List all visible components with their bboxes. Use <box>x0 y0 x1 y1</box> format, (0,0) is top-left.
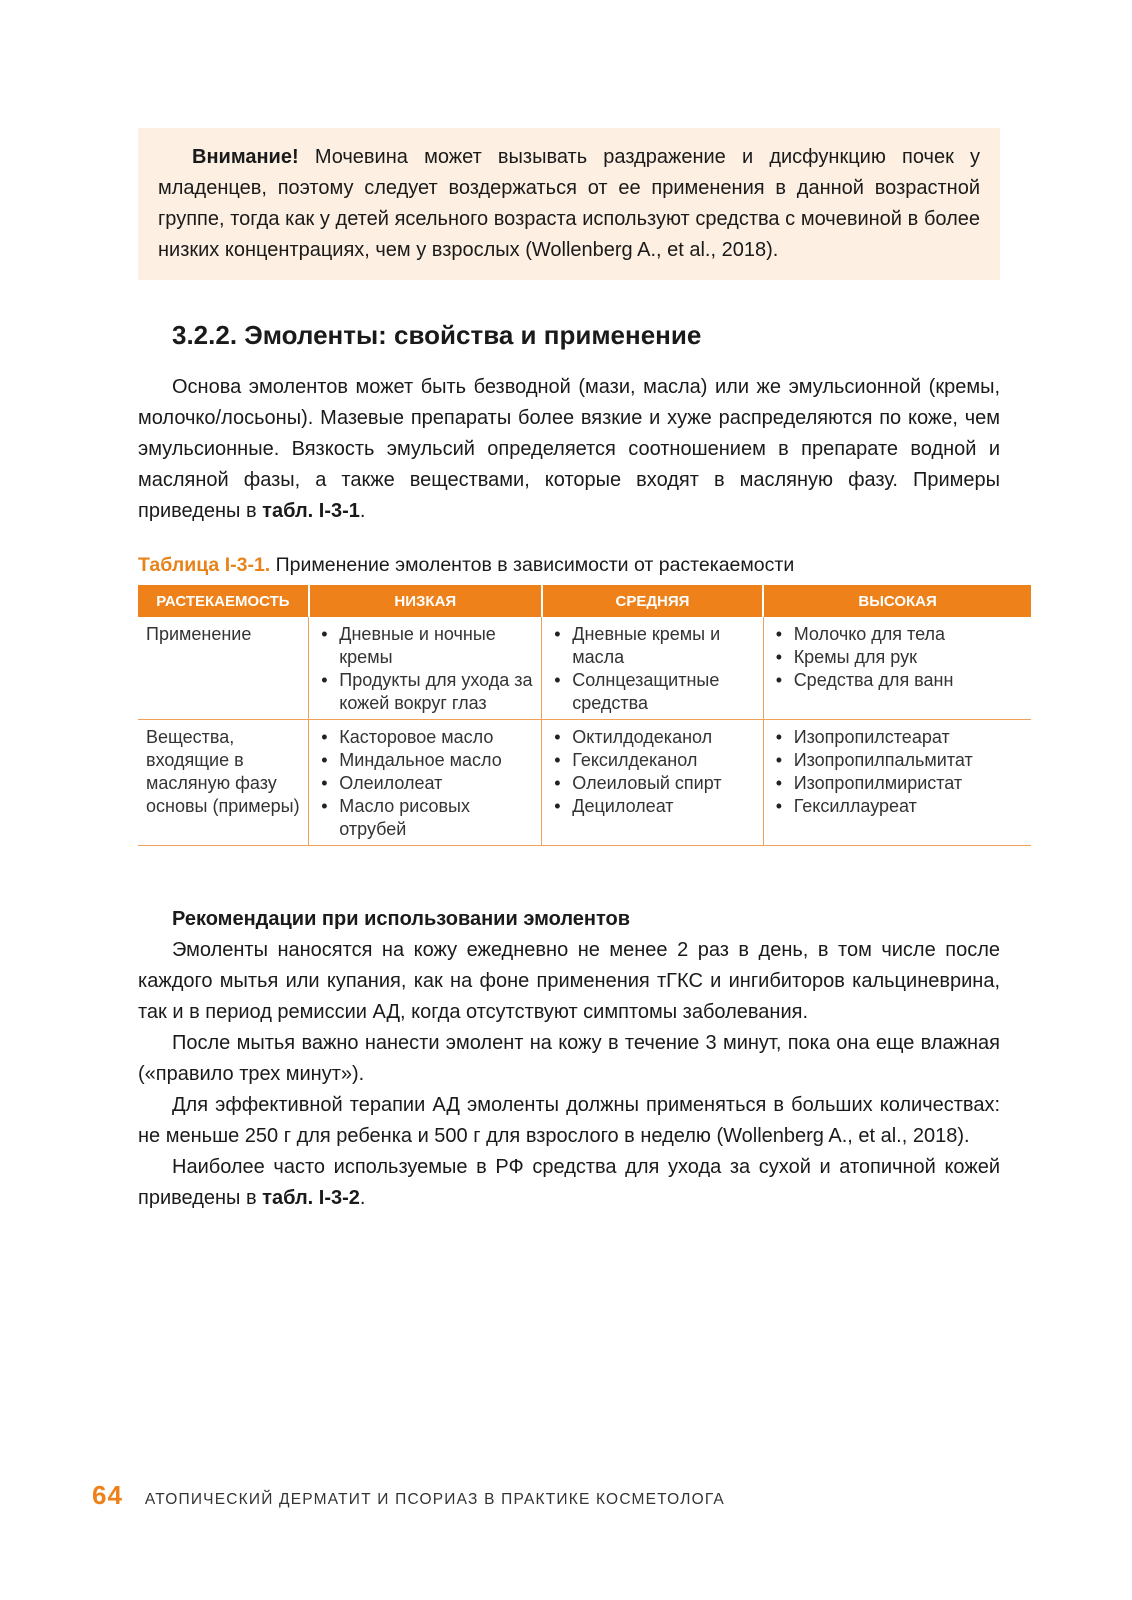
cell-low <box>309 617 542 720</box>
list-item: • Дневные кремы и масла <box>550 623 754 669</box>
running-title: АТОПИЧЕСКИЙ ДЕРМАТИТ И ПСОРИАЗ В ПРАКТИКЕ КОСМЕТОЛОГА <box>144 1491 725 1508</box>
bullet-list <box>772 623 1023 692</box>
list-item: • Солнцезащитные средства <box>550 669 754 715</box>
page-content <box>138 128 1000 1214</box>
list-item: • Миндальное масло <box>317 749 533 772</box>
recommendation-4-table-ref: табл. I-3-2 <box>262 1187 360 1209</box>
list-item: • Гексилдеканол <box>550 749 754 772</box>
list-item: • Изопропилмиристат <box>772 772 1023 795</box>
recommendation-paragraph-1: Эмоленты наносятся на кожу ежедневно не менее 2 раз в день, в том числе после каждого мытья или купания, как на фоне применения тГКС и ингибиторов кальциневрина, так и в период ремиссии АД, когда отсутствуют симптомы заболевания. <box>138 939 1000 1023</box>
row-label: Применение <box>138 617 309 720</box>
bullet-list <box>317 726 533 841</box>
recommendation-4-end: . <box>359 1187 366 1209</box>
bullet-list <box>550 726 754 818</box>
list-item: • Касторовое масло <box>317 726 533 749</box>
cell-medium <box>542 720 763 846</box>
list-item: • Олеилолеат <box>317 772 533 795</box>
list-item: • Олеиловый спирт <box>550 772 754 795</box>
attention-paragraph <box>158 142 980 266</box>
row-label: Вещества, входящие в масляную фазу основы (примеры) <box>138 720 309 846</box>
list-item: • Масло рисовых отрубей <box>317 795 533 841</box>
cell-high <box>763 720 1031 846</box>
list-item: • Децилолеат <box>550 795 754 818</box>
bullet-list <box>550 623 754 715</box>
table-caption-label: Таблица I-3-1. <box>138 554 271 576</box>
recommendations-heading: Рекомендации при использовании эмолентов <box>172 908 631 930</box>
header-low: НИЗКАЯ <box>309 585 542 617</box>
bullet-list <box>772 726 1023 818</box>
recommendation-paragraph-2: После мытья важно нанести эмолент на кожу в течение 3 минут, пока она еще влажная («правило трех минут»). <box>138 1032 1000 1085</box>
list-item: • Октилдодеканол <box>550 726 754 749</box>
table-row <box>138 720 1031 846</box>
table-caption-text: Применение эмолентов в зависимости от растекаемости <box>270 554 795 576</box>
recommendation-4-text: Наиболее часто используемые в РФ средства для ухода за сухой и атопичной кожей приведены в <box>138 1156 1000 1209</box>
intro-table-ref: табл. I-3-1 <box>262 500 360 522</box>
list-item: • Гексиллауреат <box>772 795 1023 818</box>
cell-low <box>309 720 542 846</box>
header-medium: СРЕДНЯЯ <box>542 585 763 617</box>
bullet-list <box>317 623 533 715</box>
intro-paragraph <box>138 372 1000 527</box>
cell-medium <box>542 617 763 720</box>
table-row <box>138 617 1031 720</box>
header-high: ВЫСОКАЯ <box>763 585 1031 617</box>
intro-text: Основа эмолентов может быть безводной (мази, масла) или же эмульсионной (кремы, молочко/лосьоны). Мазевые препараты более вязкие и хуже распределяются по коже, чем эмульсионные. Вязкость эмульсий определяется соотношением в препарате водной и масляной фазы, а также веществами, которые входят в масляную фазу. Примеры приведены в <box>138 376 1000 522</box>
emollient-table <box>138 585 1031 846</box>
recommendation-paragraph-4 <box>138 1152 1000 1214</box>
section-heading: 3.2.2. Эмоленты: свойства и применение <box>172 320 702 350</box>
list-item: • Средства для ванн <box>772 669 1023 692</box>
cell-high <box>763 617 1031 720</box>
attention-label: Внимание! <box>192 146 299 168</box>
list-item: • Молочко для тела <box>772 623 1023 646</box>
intro-end: . <box>359 500 366 522</box>
list-item: • Изопропилстеарат <box>772 726 1023 749</box>
table-header-row <box>138 585 1031 617</box>
page-number: 64 <box>92 1480 123 1510</box>
table-caption <box>138 551 1000 579</box>
list-item: • Продукты для ухода за кожей вокруг глаз <box>317 669 533 715</box>
attention-box <box>138 128 1000 280</box>
attention-text: Мочевина может вызывать раздражение и дисфункцию почек у младенцев, поэтому следует воздержаться от ее применения в данной возрастной группе, тогда как у детей ясельного возраста используют средства с мочевиной в более низких концентрациях, чем у взрослых (Wollenberg A., et al., 2018). <box>158 146 980 261</box>
recommendation-paragraph-3: Для эффективной терапии АД эмоленты должны применяться в больших количествах: не меньше 250 г для ребенка и 500 г для взрослого в неделю (Wollenberg A., et al., 2018). <box>138 1094 1000 1147</box>
header-spreadability: РАСТЕКАЕМОСТЬ <box>138 585 309 617</box>
list-item: • Кремы для рук <box>772 646 1023 669</box>
page-footer <box>92 1480 725 1511</box>
list-item: • Дневные и ночные кремы <box>317 623 533 669</box>
list-item: • Изопропилпальмитат <box>772 749 1023 772</box>
